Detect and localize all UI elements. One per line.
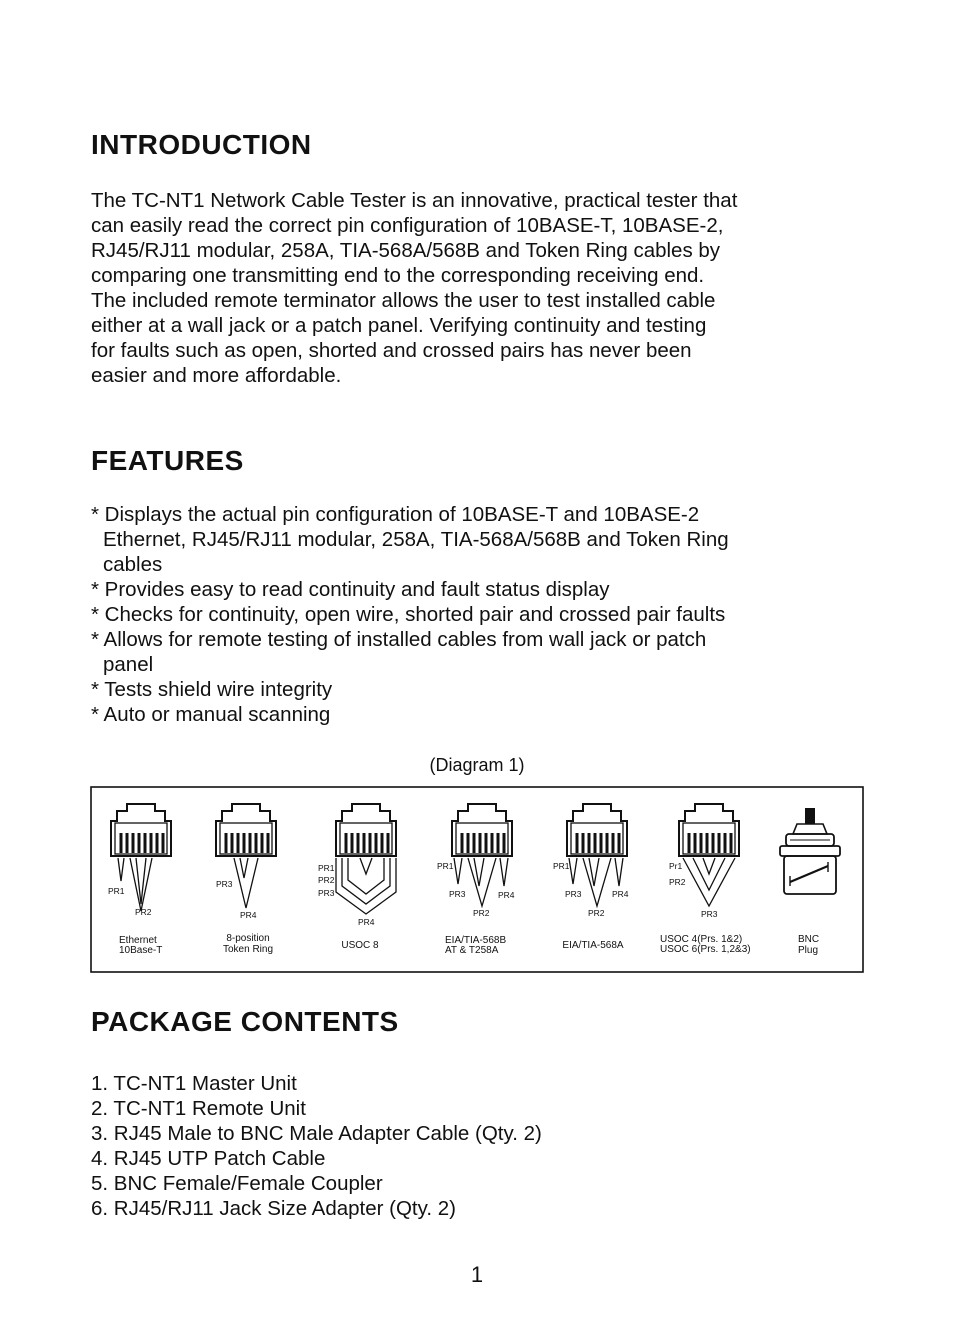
pair-label: PR2	[588, 908, 605, 918]
connector-name: 8-position	[226, 933, 270, 944]
connector-eia-tia-568b	[437, 804, 515, 956]
diagram-caption: (Diagram 1)	[429, 755, 525, 775]
connector-name: USOC 8	[341, 940, 379, 951]
package-contents-heading: PACKAGE CONTENTS	[91, 1006, 399, 1037]
feature-item-continued: panel	[103, 653, 154, 676]
introduction-heading: INTRODUCTION	[91, 129, 312, 160]
feature-item: * Tests shield wire integrity	[91, 678, 333, 701]
connector-name: USOC 4(Prs. 1&2)	[660, 934, 743, 945]
pair-label: PR4	[498, 890, 515, 900]
package-contents-list	[91, 1071, 542, 1221]
connector-name: Ethernet	[119, 935, 157, 946]
connector-ethernet-10base-t	[108, 804, 171, 956]
connector-name: EIA/TIA-568A	[562, 940, 624, 951]
pair-label: PR2	[473, 908, 490, 918]
introduction-line: The included remote terminator allows the user to test installed cable	[91, 289, 716, 312]
features-list	[91, 502, 891, 727]
features-heading: FEATURES	[91, 445, 244, 476]
pair-label: PR2	[135, 907, 152, 917]
pair-label: PR3	[701, 909, 718, 919]
introduction-line: can easily read the correct pin configuration of 10BASE-T, 10BASE-2,	[91, 214, 724, 237]
connector-name: 10Base-T	[119, 945, 163, 956]
feature-item: * Checks for continuity, open wire, shorted pair and crossed pair faults	[91, 603, 726, 626]
introduction-line: easier and more affordable.	[91, 364, 342, 387]
pair-label: PR4	[240, 910, 257, 920]
package-item: 2. TC-NT1 Remote Unit	[91, 1097, 306, 1120]
connector-diagram	[90, 786, 864, 973]
pair-label: PR2	[669, 877, 686, 887]
pair-label: PR4	[612, 889, 629, 899]
bnc-pin-icon	[805, 808, 815, 824]
pair-label: PR3	[216, 879, 233, 889]
package-item: 4. RJ45 UTP Patch Cable	[91, 1147, 326, 1170]
pair-label: PR4	[358, 917, 375, 927]
introduction-line: either at a wall jack or a patch panel. Verifying continuity and testing	[91, 314, 707, 337]
connector-8-position-token-ring	[216, 804, 276, 955]
introduction-line: RJ45/RJ11 modular, 258A, TIA-568A/568B and Token Ring cables by	[91, 239, 721, 262]
pair-label: PR1	[108, 886, 125, 896]
feature-item: * Provides easy to read continuity and fault status display	[91, 578, 610, 601]
connector-name: EIA/TIA-568B	[445, 935, 507, 946]
connector-name: USOC 6(Prs. 1,2&3)	[660, 944, 751, 955]
connector-usoc-4-6	[660, 804, 751, 955]
package-item: 6. RJ45/RJ11 Jack Size Adapter (Qty. 2)	[91, 1197, 456, 1220]
pair-label: PR3	[565, 889, 582, 899]
pair-label: PR3	[318, 888, 335, 898]
connector-name: Plug	[798, 945, 819, 956]
pair-label: PR2	[318, 875, 335, 885]
feature-item-continued: Ethernet, RJ45/RJ11 modular, 258A, TIA-568A/568B and Token Ring	[103, 528, 729, 551]
pair-label: PR1	[437, 861, 454, 871]
introduction-line: for faults such as open, shorted and crossed pairs has never been	[91, 339, 692, 362]
connector-name: AT & T258A	[445, 945, 499, 956]
page-number: 1	[470, 1262, 484, 1287]
pair-label: PR3	[449, 889, 466, 899]
pair-label: PR1	[553, 861, 570, 871]
introduction-line: comparing one transmitting end to the corresponding receiving end.	[91, 264, 705, 287]
pair-label: Pr1	[669, 861, 683, 871]
feature-item: * Allows for remote testing of installed cables from wall jack or patch	[91, 628, 707, 651]
connector-name: Token Ring	[222, 944, 274, 955]
introduction-text	[91, 188, 881, 388]
connector-name: BNC	[798, 934, 820, 945]
introduction-line: The TC-NT1 Network Cable Tester is an innovative, practical tester that	[91, 189, 738, 212]
feature-item-continued: cables	[103, 553, 163, 576]
connector-usoc-8	[318, 804, 396, 951]
package-item: 3. RJ45 Male to BNC Male Adapter Cable (Qty. 2)	[91, 1122, 542, 1145]
connector-eia-tia-568a	[553, 804, 629, 951]
connector-bnc-plug	[780, 808, 840, 956]
package-item: 1. TC-NT1 Master Unit	[91, 1072, 297, 1095]
feature-item: * Displays the actual pin configuration of 10BASE-T and 10BASE-2	[91, 503, 700, 526]
feature-item: * Auto or manual scanning	[91, 703, 331, 726]
package-item: 5. BNC Female/Female Coupler	[91, 1172, 383, 1195]
pair-label: PR1	[318, 863, 335, 873]
